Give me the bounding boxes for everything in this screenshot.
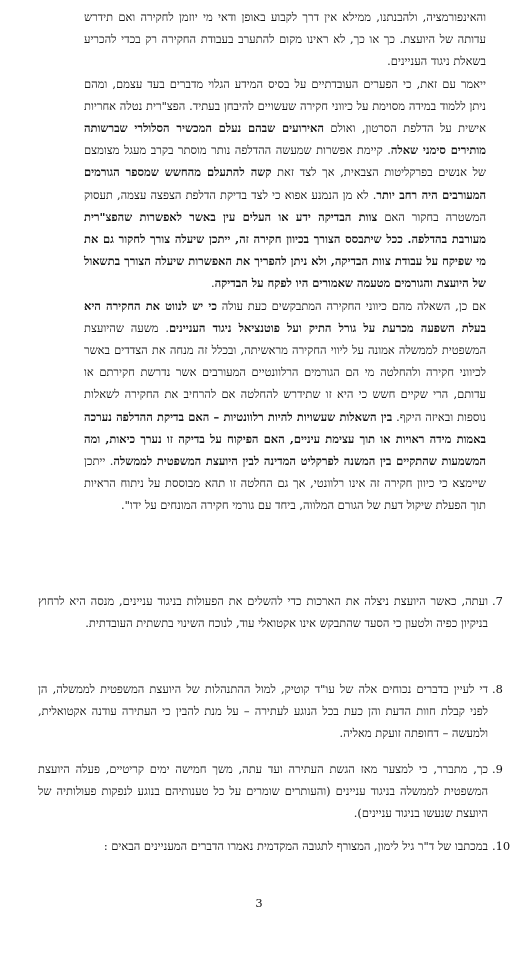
- quote-text: . משעה שהיועצת המשפטית לממשלה אמונה על ליווי החקירה מראשיתה, ובכלל זה מנחה את הצדדים באשר לכיווני חקירה ולהחלטה מי הם הגורמים הרלוונטיים המעורבים אשר נדרשת חקירתם או עדותם, הרי שקיים חשש כי היא זו שתידרש להחלטה אם להרחיב את החקירה לשאלות נוספות ובאיזה היקף.: [84, 320, 486, 424]
- quote-bold-text: צוות הבדיקה ידע או העלים עין באשר לאפשרות שהפצ"רית מעורבת בהדלפה. ככל שיתבסס הצורך בכיוון חקירה זה, ייתכן שיעלה צורך לחקור גם את מי שפיקח על עבודת צוות הבדיקה, ולא ניתן להפריך את האפשרות שיעלה הצורך בתשאול של היועצת והגורמים מטעמה שאמורים היו לפקח על הבדיקה: [84, 209, 486, 291]
- quote-text: ייאמר עם זאת, כי הפערים העובדתיים על בסיס המידע הגלוי מדברים בעד עצמם, ומהם ניתן ללמוד במידה מסוימת על כיווני חקירה שעשויים להיבחן בעתיד. הפצ"רית נטלה אחריות אישית על הדלפת הסרטון, ואולם: [84, 76, 486, 136]
- paragraph-text: כך, מתברר, כי למצער מאז הגשת העתירה ועד עתה, משך חמישה ימים קריטיים, פעלה היועצת המשפטית לממשלה בניגוד עניינים (והעותרים שומרים על כל טענותיהם בנוגע לנפקות פעולותיה של היועצת שנעשו בניגוד עניינים).: [38, 762, 488, 821]
- quoted-passage: [84, 6, 486, 517]
- numbered-paragraph: [38, 678, 503, 745]
- quote-text: . קיימת אפשרות שמעשה ההדלפה נותר מוסתר בקרב מעגל מצומצם של אנשים בפרקליטות הצבאית, אך לצד זאת: [84, 143, 486, 180]
- quote-paragraph-3: [84, 295, 486, 517]
- quote-paragraph-2: ייאמר עם זאת, כי הפערים העובדתיים על בסיס המידע הגלוי מדברים בעד עצמם, ומהם ניתן ללמוד במידה מסוימת על כיווני חקירה שעשויים להיבחן בעתיד. הפצ"רית נטלה אחריות אישית על הדלפת הסרטון, ואולם האירועים שבהם נעלם המכשיר הסלולרי שברשותה מותירים סימני שאלה. קיימת אפשרות שמעשה ההדלפה נותר מוסתר בקרב מעגל מצומצם של אנשים בפרקליטות הצבאית, אך לצד זאת קשה להתעלם מהחשש שמספר הגורמים המעורבים היה רחב יותר. לא מן הנמנע אפוא כי לצד בדיקת הדלפת הצפצה עצמה, תעסוק המשטרה בחקור האם צוות הבדיקה ידע או העלים עין באשר לאפשרות שהפצ"רית מעורבת בהדלפה. ככל שיתבסס הצורך בכיוון חקירה זה, ייתכן שיעלה צורך לחקור גם את מי שפיקח על עבודת צוות הבדיקה, ולא ניתן להפריך את האפשרות שיעלה הצורך בתשאול של היועצת והגורמים מטעמה שאמורים היו לפקח על הבדיקה.: [84, 76, 486, 291]
- numbered-paragraph: [38, 835, 511, 857]
- numbered-paragraph: [38, 590, 503, 634]
- paragraph-number: 8.: [492, 682, 503, 696]
- quote-text: . לא מן הנמנע אפוא כי לצד בדיקת הדלפת הצפצה עצמה, תעסוק המשטרה בחקור האם: [84, 187, 486, 224]
- numbered-paragraph: [38, 758, 503, 825]
- quote-text: . ייתכן שיימצא כי כיוון חקירה זה אינו רלוונטי, אך גם החלטה זו תהא מבוססת על ניתוח הראיות תוך הפעלת שיקול דעת של הגורם המלווה, ביחד עם גורמי חקירה המונחים על ידו".: [84, 454, 486, 513]
- quote-bold-text: בין השאלות שעשויות להיות רלוונטיות – האם בדיקת ההדלפה נערכה באמות מידה ראויות או תוך עצימת עיניים, האם הפיקוח על בדיקה זו נערך כיאות, ומה המשמעות שהתקיים בין המשנה לפרקליט המדינה לבין היועצת המשפטית לממשלה: [84, 409, 486, 469]
- paragraph-text: ועתה, כאשר היועצת ניצלה את הארכות כדי להשלים את הפעולות בניגוד עניינים, מנסה היא לרחוץ בניקיון כפיה ולטעון כי הסעד שהתבקש אינו אקטואלי עוד, לנוכח השינוי בתשתית העובדתית.: [38, 594, 488, 631]
- paragraph-text: במכתבו של ד"ר גיל לימון, המצורף לתגובה המקדמית נאמרו הדברים המעניינים הבאים :: [103, 839, 488, 853]
- quote-bold-text: האירועים שבהם נעלם המכשיר הסלולרי שברשותה מותירים סימני שאלה: [84, 121, 486, 158]
- paragraph-number: 10.: [492, 839, 511, 853]
- quote-text: אם כן, השאלה מהם כיווני החקירה המתבקשים כעת עולה: [221, 298, 486, 313]
- quote-bold-text: קשה להתעלם מהחשש שמספר הגורמים המעורבים היה רחב יותר: [84, 165, 486, 202]
- paragraph-text: די לעיין בדברים נכוחים אלה של עו"ד קוטיק, למול ההתנהלות של היועצת המשפטית לממשלה, הן לפני קבלת חוות הדעת והן כעת בכל הנוגע לעתירה – על מנת להבין כי העתירה עודנה אקטואלית, ולמעשה – דחופתה זועקת מאליה.: [38, 682, 488, 741]
- paragraph-number: 7.: [492, 594, 503, 608]
- quote-bold-text: כי יש לנווט את החקירה היא בעלת השפעה מכרעת על גורל התיק ועל פוטנציאל ניגוד העניינים: [84, 298, 486, 335]
- paragraph-number: 9.: [492, 762, 503, 776]
- quote-paragraph-1: והאינפורמציה, ולהבנתנו, ממילא אין דרך לקבוע באופן ודאי מי יוזמן לחקירה ואם תידרש עדותה של היועצת. כך או כך, לא ראינו מקום להתערב בעבודת החקירה רק בכדי להכריע בשאלת ניגוד העניינים.: [84, 10, 486, 69]
- page-number: 3: [255, 896, 263, 910]
